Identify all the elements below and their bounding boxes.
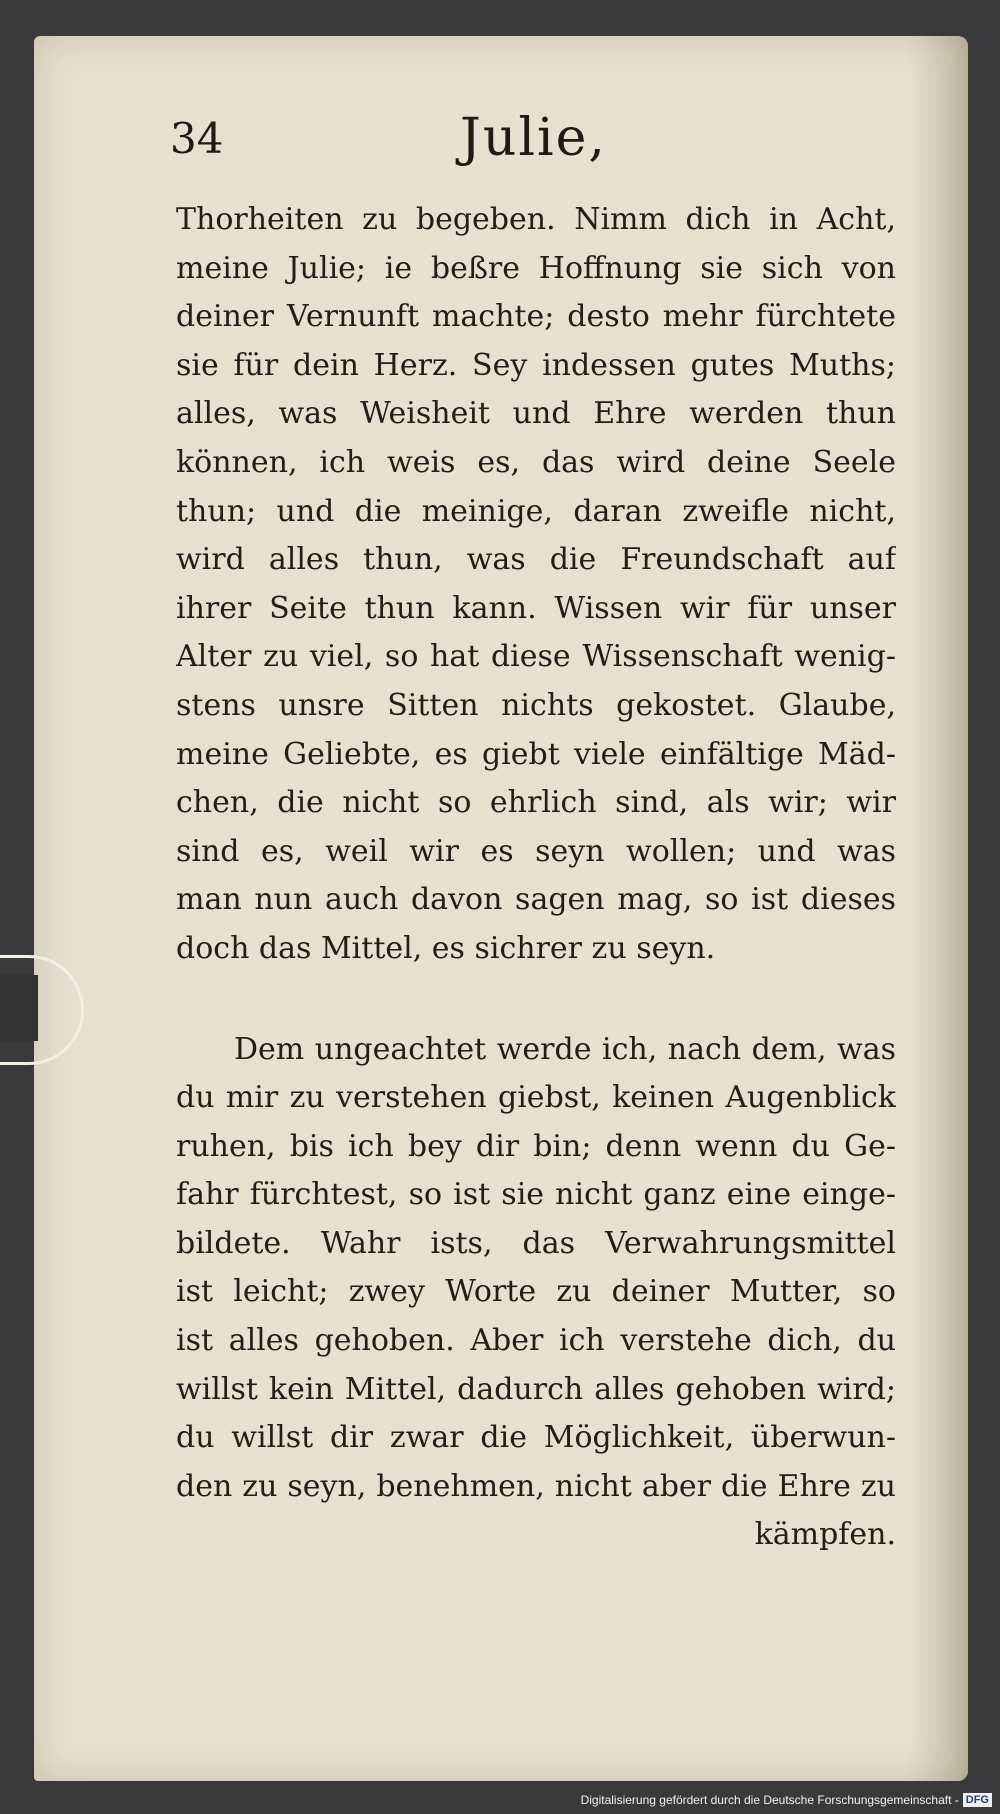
text-line: meine Geliebte, es giebt viele einfältige Mäd- <box>176 736 896 772</box>
paragraph-gap <box>176 974 896 1026</box>
footer-credit: Digitalisierung gefördert durch die Deutsche Forschungsgemeinschaft - <box>580 1793 959 1807</box>
text-line: sind es, weil wir es seyn wollen; und was <box>176 833 896 869</box>
text-line: ist alles gehoben. Aber ich verstehe dich, du <box>176 1323 896 1359</box>
dfg-logo: DFG <box>963 1793 992 1807</box>
text-line: ihrer Seite thun kann. Wissen wir für unser <box>176 590 896 626</box>
page-header <box>170 108 860 178</box>
body-text <box>176 196 896 1560</box>
paragraph-1 <box>176 196 896 974</box>
text-line: wird alles thun, was die Freundschaft auf <box>176 542 896 578</box>
text-line: deiner Vernunft machte; desto mehr fürchtete <box>176 299 896 335</box>
text-line: man nun auch davon sagen mag, so ist dieses <box>176 882 896 918</box>
text-line: stens unsre Sitten nichts gekostet. Glaube, <box>176 687 896 723</box>
text-line: bildete. Wahr ists, das Verwahrungsmittel <box>176 1225 896 1261</box>
text-line: können, ich weis es, das wird deine Seele <box>176 444 896 480</box>
text-line: Alter zu viel, so hat diese Wissenschaft wenig- <box>176 639 896 675</box>
text-line: du willst dir zwar die Möglichkeit, überwun- <box>176 1420 896 1456</box>
text-line: ist leicht; zwey Worte zu deiner Mutter, so <box>176 1274 896 1310</box>
text-line: meine Julie; ie beßre Hoffnung sie sich von <box>176 250 896 286</box>
text-line: alles, was Weisheit und Ehre werden thun <box>176 396 896 432</box>
text-line: Thorheiten zu begeben. Nimm dich in Acht, <box>176 202 896 237</box>
paragraph-2 <box>176 1026 896 1512</box>
running-title: Julie, <box>460 108 607 168</box>
text-line: du mir zu verstehen giebst, keinen Augenblick <box>176 1080 896 1116</box>
text-line: willst kein Mittel, dadurch alles gehoben wird; <box>176 1371 896 1407</box>
text-line: thun; und die meinige, daran zweifle nicht, <box>176 493 896 529</box>
text-line: chen, die nicht so ehrlich sind, als wir; wir <box>176 785 896 821</box>
text-line: den zu seyn, benehmen, nicht aber die Ehre zu <box>176 1468 896 1504</box>
digitization-footer <box>581 1788 992 1812</box>
text-line: Dem ungeachtet werde ich, nach dem, was <box>234 1031 896 1067</box>
text-line: sie für dein Herz. Sey indessen gutes Muths; <box>176 347 896 383</box>
catchword: kämpfen. <box>754 1517 896 1553</box>
text-line: doch das Mittel, es sichrer zu seyn. <box>176 930 716 966</box>
page-number: 34 <box>170 114 224 163</box>
text-line: ruhen, bis ich bey dir bin; denn wenn du Ge- <box>176 1128 896 1164</box>
page-edge-shade <box>908 36 968 1781</box>
text-line: fahr fürchtest, so ist sie nicht ganz eine einge- <box>176 1177 896 1213</box>
